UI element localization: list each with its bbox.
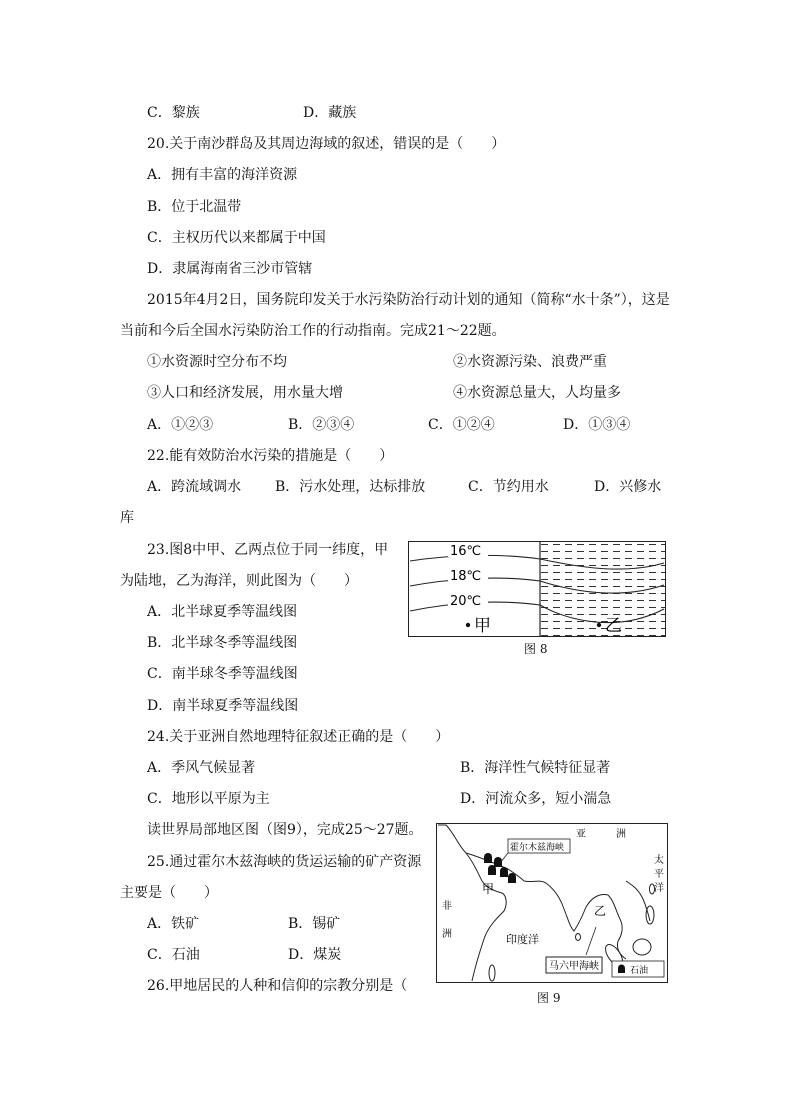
q22-option-b: B．污水处理，达标排放 — [275, 479, 426, 495]
africa-label-2: 洲 — [442, 929, 452, 940]
q20-option-a: A．拥有丰富的海洋资源 — [147, 167, 298, 183]
q21-option-d: D．①③④ — [563, 417, 631, 433]
q20-option-d: D．隶属海南省三沙市管辖 — [147, 261, 313, 277]
intro-21-line2: 当前和今后全国水污染防治工作的行动指南。完成21～22题。 — [120, 323, 506, 339]
q23-option-a: A．北半球夏季等温线图 — [147, 604, 298, 620]
isotherm-label-20: 20℃ — [450, 594, 482, 609]
statement-4: ④水资源总量大，人均量多 — [453, 385, 621, 401]
q19-option-c: C．黎族 — [147, 105, 200, 121]
intro-21-line1: 2015年4月2日，国务院印发关于水污染防治行动计划的通知（简称“水十条”），这是 — [147, 292, 670, 308]
q22-option-d-wrap: 库 — [120, 510, 134, 526]
q25-option-d: D．煤炭 — [288, 947, 342, 963]
q22-option-d: D．兴修水 — [594, 479, 662, 495]
pacific-label-1: 太 — [654, 855, 664, 866]
asia-label-1: 亚 — [576, 829, 586, 840]
q20-option-b: B．位于北温带 — [147, 199, 242, 215]
q21-option-a: A．①②③ — [147, 417, 214, 433]
q23-stem-line2: 为陆地，乙为海洋，则此图为（ ） — [120, 573, 358, 589]
q25-option-a: A．铁矿 — [147, 916, 200, 932]
malacca-strait-label: 马六甲海峡 — [549, 961, 599, 972]
q21-option-c: C．①②④ — [428, 417, 495, 433]
statement-1: ①水资源时空分布不均 — [147, 354, 287, 370]
asia-label-2: 洲 — [616, 829, 626, 840]
point-yi-marker — [597, 623, 601, 627]
map-point-jia: 甲 — [482, 882, 495, 896]
q22-option-c: C．节约用水 — [468, 479, 549, 495]
q25-stem-line2: 主要是（ ） — [120, 885, 218, 901]
q20-stem: 20.关于南沙群岛及其周边海域的叙述，错误的是（ ） — [147, 136, 506, 152]
indian-ocean-label: 印度洋 — [506, 933, 539, 946]
q24-option-a: A．季风气候显著 — [147, 760, 256, 776]
q24-option-b: B．海洋性气候特征显著 — [460, 760, 611, 776]
q25-option-b: B．锡矿 — [288, 916, 341, 932]
map-point-yi: 乙 — [594, 904, 607, 918]
q24-option-c: C．地形以平原为主 — [147, 791, 270, 807]
q23-stem-line1: 23.图8中甲、乙两点位于同一纬度，甲 — [147, 542, 389, 558]
q20-option-c: C．主权历代以来都属于中国 — [147, 230, 326, 246]
figure-8-isotherm-map — [408, 541, 666, 637]
q23-option-b: B．北半球冬季等温线图 — [147, 635, 298, 651]
q22-stem: 22.能有效防治水污染的措施是（ ） — [147, 448, 394, 464]
q24-option-d: D．河流众多，短小湍急 — [460, 791, 612, 807]
legend-oil-label: 石油 — [630, 966, 649, 976]
hormuz-strait-label: 霍尔木兹海峡 — [510, 843, 565, 853]
q25-option-c: C．石油 — [147, 947, 200, 963]
q25-stem-line1: 25.通过霍尔木兹海峡的货运运输的矿产资源 — [147, 854, 422, 870]
q22-option-a: A．跨流域调水 — [147, 479, 242, 495]
point-jia-marker — [466, 623, 470, 627]
q19-option-d: D．藏族 — [303, 105, 357, 121]
isotherm-label-16: 16℃ — [450, 544, 482, 559]
africa-label-1: 非 — [442, 901, 452, 912]
intro-25: 读世界局部地区图（图9），完成25～27题。 — [147, 822, 423, 838]
q26-stem: 26.甲地居民的人种和信仰的宗教分别是（ — [147, 978, 408, 994]
legend-oil-icon — [618, 965, 625, 974]
figure-9-world-map — [436, 823, 668, 983]
point-yi-label: 乙 — [605, 616, 622, 636]
figure-9-caption: 图 9 — [537, 991, 561, 1005]
q21-option-b: B．②③④ — [288, 417, 355, 433]
q23-option-c: C．南半球冬季等温线图 — [147, 666, 298, 682]
figure-8-caption: 图 8 — [524, 642, 548, 656]
pacific-label-2: 平 — [654, 869, 664, 880]
pacific-label-3: 洋 — [654, 883, 664, 894]
point-jia-label: 甲 — [474, 616, 491, 636]
isotherm-label-18: 18℃ — [450, 569, 482, 584]
q23-option-d: D．南半球夏季等温线图 — [147, 698, 299, 714]
statement-2: ②水资源污染、浪费严重 — [453, 354, 607, 370]
statement-3: ③人口和经济发展，用水量大增 — [147, 385, 343, 401]
q24-stem: 24.关于亚洲自然地理特征叙述正确的是（ ） — [147, 729, 450, 745]
